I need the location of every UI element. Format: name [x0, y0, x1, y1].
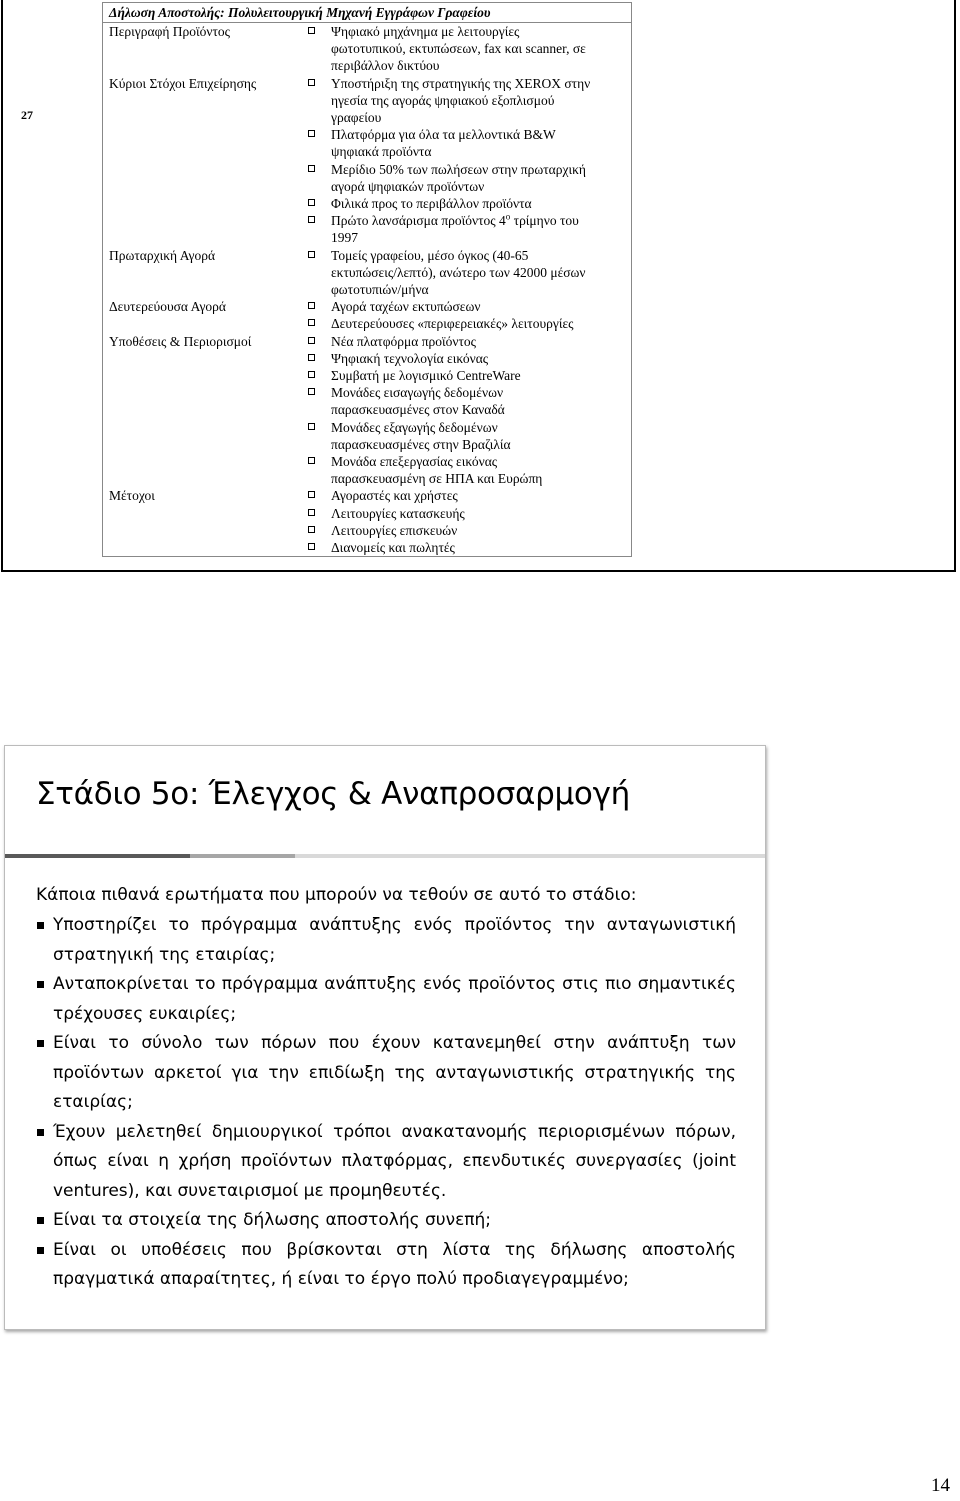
mission-item-line: Αγοραστές και χρήστες [331, 488, 458, 504]
checkbox-bullet-icon [308, 337, 315, 344]
mission-list-item [306, 384, 621, 418]
mission-list-item [306, 487, 621, 504]
mission-row-label: Περιγραφή Προϊόντος [109, 24, 231, 39]
mission-item-line: Λειτουργίες κατασκευής [331, 505, 465, 521]
mission-item-line: Μερίδιο 50% των πωλήσεων στην πρωταρχική [331, 161, 586, 177]
mission-row-label: Πρωταρχική Αγορά [109, 247, 216, 263]
square-bullet-icon [37, 1129, 44, 1136]
question-item [36, 911, 736, 970]
mission-list-item [306, 333, 621, 350]
slide-title: Στάδιο 5ο: Έλεγχος & Αναπροσαρμογή [36, 776, 630, 812]
question-text: Είναι οι υποθέσεις που βρίσκονται στη λίστα της δήλωσης αποστολής πραγματικά απαραίτητες, ή είναι το έργο πολύ προδιαγεγραμμένο; [53, 1239, 736, 1289]
mission-item-line: 1997 [331, 230, 358, 246]
checkbox-bullet-icon [308, 319, 315, 326]
checkbox-bullet-icon [308, 388, 315, 395]
mission-row-label: Υποθέσεις & Περιορισμοί [109, 333, 252, 349]
mission-list-item [306, 350, 621, 367]
checkbox-bullet-icon [308, 27, 315, 34]
mission-row [103, 298, 631, 332]
mission-item-line: Λειτουργίες επισκευών [331, 522, 458, 538]
mission-item-line: Μονάδα επεξεργασίας εικόνας [331, 454, 498, 470]
checkbox-bullet-icon [308, 79, 315, 86]
mission-table-rows [103, 23, 631, 556]
question-list [36, 911, 736, 1295]
mission-row [103, 247, 631, 299]
question-item [36, 970, 736, 1029]
mission-list-item [306, 126, 621, 160]
question-text: Είναι το σύνολο των πόρων που έχουν κατανεμηθεί στην ανάπτυξη των προϊόντων αρκετοί για την επιδίωξη της ανταγωνιστικής στρατηγικής της εταιρίας; [53, 1033, 736, 1112]
mission-item-line: περιβάλλον δικτύου [331, 58, 440, 74]
mission-list-item [306, 453, 621, 487]
checkbox-bullet-icon [308, 543, 315, 550]
square-bullet-icon [37, 1217, 44, 1224]
mission-row-items [306, 333, 631, 488]
mission-item-line: παρασκευασμένες στην Βραζιλία [331, 436, 511, 452]
intro-text: Κάποια πιθανά ερωτήματα που μπορούν να τεθούν σε αυτό το στάδιο: [36, 885, 637, 905]
mission-statement-table [102, 2, 632, 557]
mission-list-item [306, 522, 621, 539]
page-number: 14 [931, 1475, 950, 1496]
mission-item-line: γραφείου [331, 110, 382, 126]
mission-row-items [306, 23, 631, 75]
mission-item-line: Δευτερεύουσες «περιφερειακές» λειτουργίες [331, 316, 574, 332]
divider-segment-light [295, 854, 765, 858]
decorative-divider [5, 854, 765, 858]
mission-row-label: Μέτοχοι [109, 488, 155, 504]
mission-item-line: Πρώτο λανσάρισμα προϊόντος 4 [331, 213, 506, 229]
checkbox-bullet-icon [308, 371, 315, 378]
question-text: Υποστηρίζει το πρόγραμμα ανάπτυξης ενός προϊόντος την ανταγωνιστική στρατηγική της εταιρίας; [53, 915, 736, 965]
mission-row [103, 23, 631, 75]
mission-item-line: Μονάδες εισαγωγής δεδομένων [331, 385, 504, 401]
checkbox-bullet-icon [308, 509, 315, 516]
checkbox-bullet-icon [308, 423, 315, 430]
question-item [36, 1206, 736, 1236]
mission-item-line: παρασκευασμένες στον Καναδά [331, 402, 505, 418]
mission-row [103, 487, 631, 556]
checkbox-bullet-icon [308, 216, 315, 223]
mission-list-item [306, 367, 621, 384]
slide-stage-5 [4, 745, 766, 1330]
square-bullet-icon [37, 1247, 44, 1254]
mission-list-item [306, 539, 621, 556]
checkbox-bullet-icon [308, 302, 315, 309]
mission-list-item [306, 298, 621, 315]
mission-item-line: Συμβατή με λογισμικό CentreWare [331, 368, 521, 384]
checkbox-bullet-icon [308, 251, 315, 258]
mission-list-item [306, 23, 621, 75]
question-text: Είναι τα στοιχεία της δήλωσης αποστολής συνεπή; [53, 1210, 492, 1230]
mission-item-line: Διανομείς και πωλητές [331, 540, 455, 556]
ordinal-superscript: ο [505, 211, 511, 222]
checkbox-bullet-icon [308, 130, 315, 137]
mission-list-item [306, 419, 621, 453]
mission-item-line: Ψηφιακό μηχάνημα με λειτουργίες [331, 24, 520, 39]
launch-suffix: τρίμηνο του [510, 213, 579, 229]
mission-item-line: φωτοτυπικού, εκτυπώσεων, fax και scanner, σε [331, 41, 586, 57]
mission-item-line: φωτοτυπιών/μήνα [331, 282, 429, 298]
mission-row-items [306, 247, 631, 299]
mission-list-item [306, 505, 621, 522]
mission-item-line: Αγορά ταχέων εκτυπώσεων [331, 299, 481, 315]
mission-row-items [306, 75, 631, 247]
question-text: Έχουν μελετηθεί δημιουργικοί τρόποι ανακατανομής περιορισμένων πόρων, όπως είναι η χρήση προϊόντων πλατφόρμας, επενδυτικές συνεργασίες (joint ventures), και συνεταιρισμοί με προμηθευτές. [53, 1121, 736, 1201]
mission-item-line: εκτυπώσεις/λεπτό), ανώτερο των 42000 μέσων [331, 264, 586, 280]
mission-row-items [306, 487, 631, 556]
mission-item-line: παρασκευασμένη σε ΗΠΑ και Ευρώπη [331, 471, 543, 487]
question-item [36, 1118, 736, 1207]
mission-row-label: Δευτερεύουσα Αγορά [109, 299, 226, 315]
mission-list-item [306, 247, 621, 299]
slide-mission-statement [1, 0, 956, 572]
mission-table-title: Δήλωση Αποστολής: Πολυλειτουργική Μηχανή Εγγράφων Γραφείου [103, 3, 631, 23]
checkbox-bullet-icon [308, 491, 315, 498]
checkbox-bullet-icon [308, 457, 315, 464]
mission-row-items [306, 298, 631, 332]
square-bullet-icon [37, 922, 44, 929]
slide-number: 27 [21, 108, 33, 122]
mission-item-line: Μονάδες εξαγωγής δεδομένων [331, 419, 498, 435]
mission-list-item [306, 75, 621, 127]
square-bullet-icon [37, 1040, 44, 1047]
mission-item-line: ψηφιακά προϊόντα [331, 144, 432, 160]
question-item [36, 1236, 736, 1295]
checkbox-bullet-icon [308, 354, 315, 361]
mission-item-line: αγορά ψηφιακών προϊόντων [331, 178, 485, 194]
mission-item-line: Νέα πλατφόρμα προϊόντος [331, 333, 476, 349]
checkbox-bullet-icon [308, 199, 315, 206]
mission-list-item [306, 161, 621, 195]
mission-list-item [306, 315, 621, 332]
mission-item-line: Πλατφόρμα για όλα τα μελλοντικά B&W [331, 127, 556, 143]
mission-item-line: Υποστήριξη της στρατηγικής της XEROX στην [331, 75, 591, 91]
divider-segment-mid [190, 854, 295, 858]
divider-segment-dark [5, 854, 190, 858]
mission-item-line: Τομείς γραφείου, μέσο όγκος (40-65 [331, 247, 529, 263]
mission-item-line: Ψηφιακή τεχνολογία εικόνας [331, 350, 489, 366]
question-text: Ανταποκρίνεται το πρόγραμμα ανάπτυξης ενός προϊόντος στις πιο σημαντικές τρέχουσες ευκαιρίες; [53, 974, 736, 1024]
mission-list-item [306, 195, 621, 212]
question-item [36, 1029, 736, 1118]
mission-item-line: ηγεσία της αγοράς ψηφιακού εξοπλισμού [331, 92, 555, 108]
checkbox-bullet-icon [308, 165, 315, 172]
square-bullet-icon [37, 981, 44, 988]
mission-list-item [306, 212, 621, 246]
mission-row [103, 75, 631, 247]
mission-row [103, 333, 631, 488]
mission-item-line: Φιλικά προς το περιβάλλον προϊόντα [331, 196, 532, 212]
mission-row-label: Κύριοι Στόχοι Επιχείρησης [109, 75, 257, 91]
checkbox-bullet-icon [308, 526, 315, 533]
